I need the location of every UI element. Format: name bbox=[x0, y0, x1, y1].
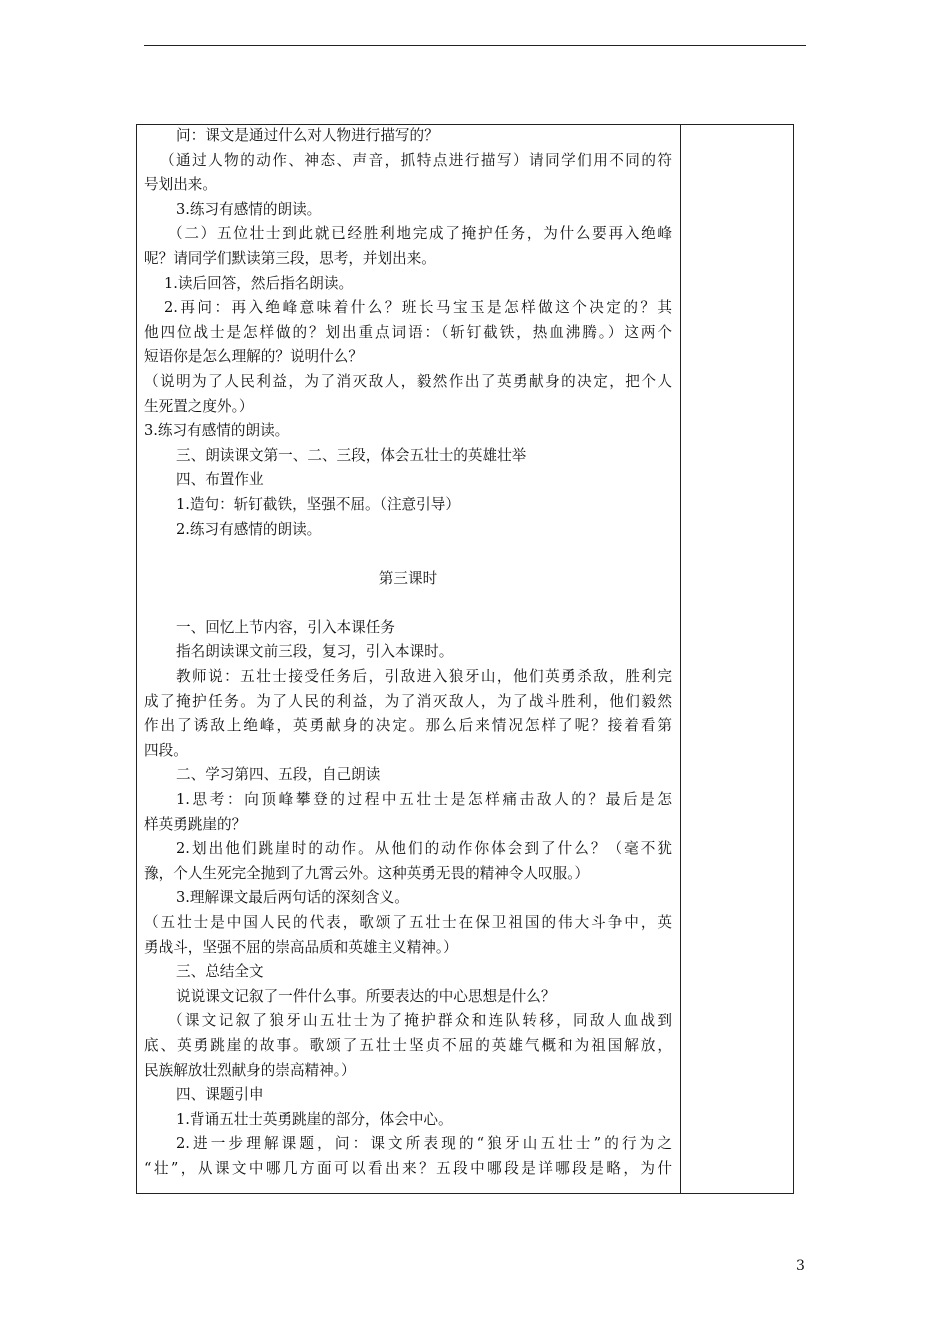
text-line: 2.进一步理解课题，问：课文所表现的“狼牙山五壮士”的行为之 bbox=[176, 1135, 672, 1153]
text-line: 2.划出他们跳崖时的动作。从他们的动作你体会到了什么？（毫不犹 bbox=[176, 840, 672, 858]
text-line: 成了掩护任务。为了人民的利益，为了消灭敌人，为了战斗胜利，他们毅然 bbox=[144, 692, 672, 710]
text-line: 1.造句：斩钉截铁，坚强不屈。（注意引导） bbox=[176, 495, 460, 513]
text-line: 呢？请同学们默读第三段，思考，并划出来。 bbox=[144, 249, 436, 267]
text-line: （二）五位壮士到此就已经胜利地完成了掩护任务，为什么要再入绝峰 bbox=[168, 225, 672, 243]
text-line: （五壮士是中国人民的代表，歌颂了五壮士在保卫祖国的伟大斗争中，英 bbox=[144, 914, 672, 931]
text-line: 1.背诵五壮士英勇跳崖的部分，体会中心。 bbox=[176, 1110, 453, 1128]
text-line: 豫，个人生死完全抛到了九霄云外。这种英勇无畏的精神令人叹服。） bbox=[144, 864, 590, 882]
text-line: 一、回忆上节内容，引入本课任务 bbox=[176, 618, 395, 636]
blank-line bbox=[144, 542, 672, 567]
text-line: 1.读后回答，然后指名朗读。 bbox=[164, 274, 354, 292]
header-rule bbox=[144, 45, 806, 46]
text-line: 教师说：五壮士接受任务后，引敌进入狼牙山，他们英勇杀敌，胜利完 bbox=[176, 668, 672, 686]
text-line: 2.练习有感情的朗读。 bbox=[176, 520, 322, 538]
text-line: 指名朗读课文前三段，复习，引入本课时。 bbox=[176, 643, 454, 661]
text-line: 底、英勇跳崖的故事。歌颂了五壮士坚贞不屈的英雄气概和为祖国解放， bbox=[144, 1036, 672, 1054]
text-line: 四、布置作业 bbox=[176, 471, 264, 489]
text-line: 生死置之度外。） bbox=[144, 397, 254, 415]
text-line: 二、学习第四、五段，自己朗读 bbox=[176, 766, 381, 784]
table-column-divider bbox=[680, 124, 681, 1194]
text-line: 四、课题引申 bbox=[176, 1086, 264, 1104]
text-line: 问：课文是通过什么对人物进行描写的？ bbox=[176, 127, 439, 144]
text-line: 样英勇跳崖的？ bbox=[144, 815, 247, 833]
text-line: 3.理解课文最后两句话的深刻含义。 bbox=[176, 889, 409, 907]
blank-line bbox=[144, 591, 672, 616]
text-line: 三、总结全文 bbox=[176, 963, 264, 981]
text-line: 说说课文记叙了一件什么事。所要表达的中心思想是什么？ bbox=[176, 987, 556, 1005]
text-line: 1.思考：向顶峰攀登的过程中五壮士是怎样痛击敌人的？最后是怎 bbox=[176, 791, 672, 809]
text-line: 三、朗读课文第一、二、三段，体会五壮士的英雄壮举 bbox=[176, 446, 527, 464]
text-line: 四段。 bbox=[144, 741, 188, 759]
text-line: 2.再问：再入绝峰意味着什么？班长马宝玉是怎样做这个决定的？其 bbox=[164, 299, 672, 317]
text-line: 勇战斗，坚强不屈的崇高品质和英雄主义精神。） bbox=[144, 938, 458, 956]
text-line: 他四位战士是怎样做的？划出重点词语：（斩钉截铁，热血沸腾。）这两个 bbox=[144, 323, 672, 341]
text-line: 短语你是怎么理解的？说明什么？ bbox=[144, 348, 363, 366]
lesson-content bbox=[144, 124, 672, 1192]
text-line: 民族解放壮烈献身的崇高精神。） bbox=[144, 1061, 356, 1079]
text-line: （通过人物的动作、神态、声音，抓特点进行描写）请同学们用不同的符 bbox=[160, 151, 672, 169]
text-line: 号划出来。 bbox=[144, 176, 217, 194]
text-line: “壮”，从课文中哪几方面可以看出来？五段中哪段是详哪段是略，为什 bbox=[144, 1159, 672, 1177]
text-line: （说明为了人民利益，为了消灭敌人，毅然作出了英勇献身的决定，把个人 bbox=[144, 372, 672, 390]
text-line: 3.练习有感情的朗读。 bbox=[144, 422, 290, 440]
text-line: 作出了诱敌上绝峰，英勇献身的决定。那么后来情况怎样了呢？接着看第 bbox=[144, 717, 672, 735]
section-heading: 第三课时 bbox=[378, 569, 438, 587]
text-line: 3.练习有感情的朗读。 bbox=[176, 200, 322, 218]
page-number: 3 bbox=[796, 1258, 805, 1274]
text-line: （课文记叙了狼牙山五壮士为了掩护群众和连队转移，同敌人血战到 bbox=[168, 1012, 672, 1030]
